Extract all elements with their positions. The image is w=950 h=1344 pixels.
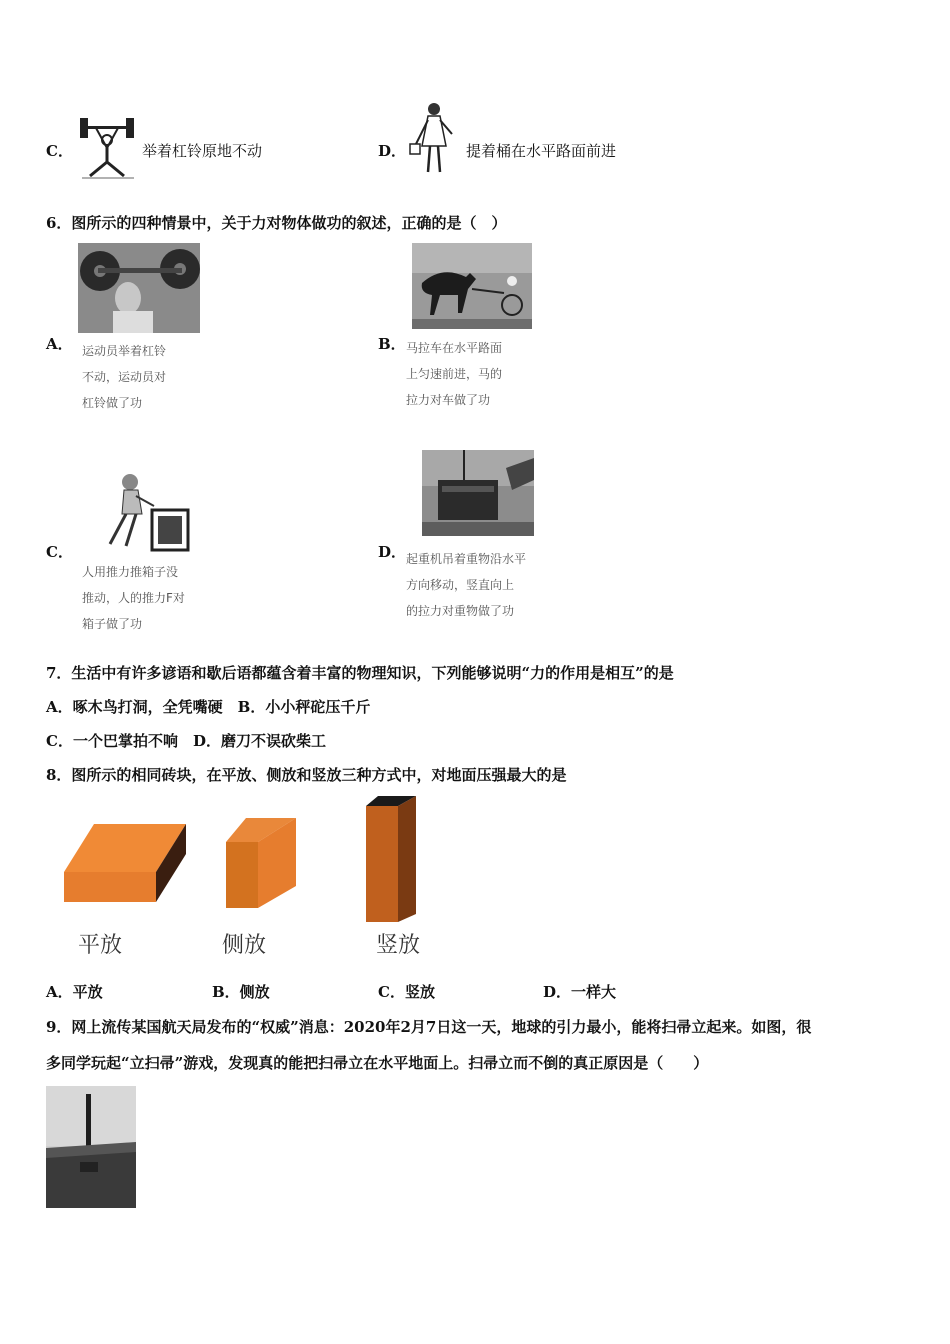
bucket-carrier-illustration xyxy=(408,100,460,180)
q8-option-b: B．侧放 xyxy=(212,983,270,1001)
q9-stem-line2: 多同学玩起“立扫帚”游戏，发现真的能把扫帚立在水平地面上。扫帚立而不倒的真正原因是（ ） xyxy=(46,1054,709,1072)
q8-option-a: A．平放 xyxy=(46,983,103,1001)
q6-option-b-letter: B． xyxy=(378,335,406,353)
crane-lifting-photo xyxy=(422,450,534,536)
q6-option-a-letter: A． xyxy=(46,335,73,353)
brick-side-figure xyxy=(224,816,298,910)
horse-cart-photo xyxy=(412,243,532,329)
brick-flat-figure xyxy=(60,820,190,906)
person-pushing-box-illustration xyxy=(96,466,196,556)
standing-broom-photo xyxy=(46,1086,136,1208)
q6-option-c-letter: C． xyxy=(46,543,73,561)
q5-option-c-letter: C． xyxy=(46,142,73,160)
q8-stem: 8．图所示的相同砖块，在平放、侧放和竖放三种方式中，对地面压强最大的是 xyxy=(46,766,567,784)
q6-option-c-caption: 人用推力推箱子没 推动，人的推力F对 箱子做了功 xyxy=(82,565,185,631)
q8-option-c: C．竖放 xyxy=(378,983,435,1001)
q6-option-d-letter: D． xyxy=(378,543,407,561)
q5-option-d-text: 提着桶在水平路面前进 xyxy=(466,142,617,160)
brick-side-label: 侧放 xyxy=(222,933,267,958)
q6-option-d-caption: 起重机吊着重物沿水平 方向移动，竖直向上 的拉力对重物做了功 xyxy=(406,552,527,618)
brick-flat-label: 平放 xyxy=(78,933,123,958)
q5-option-d-letter: D． xyxy=(378,142,407,160)
q9-stem-line1: 9．网上流传某国航天局发布的“权威”消息：2020年2月7日这一天，地球的引力最小，能将扫帚立起来。如图，很 xyxy=(46,1018,812,1036)
q6-option-b-caption: 马拉车在水平路面 上匀速前进，马的 拉力对车做了功 xyxy=(406,341,503,407)
q5-option-c-text: 举着杠铃原地不动 xyxy=(142,142,263,160)
q6-option-a-caption: 运动员举着杠铃 不动，运动员对 杠铃做了功 xyxy=(82,344,167,410)
brick-vertical-figure xyxy=(364,796,420,924)
q7-stem: 7．生活中有许多谚语和歇后语都蕴含着丰富的物理知识，下列能够说明“力的作用是相互”的是 xyxy=(46,664,674,682)
weightlifter-illustration xyxy=(78,110,138,182)
q7-options-row2: C．一个巴掌拍不响 D．磨刀不误砍柴工 xyxy=(46,732,326,750)
q7-options-row1: A．啄木鸟打洞，全凭嘴硬 B．小小秤砣压千斤 xyxy=(46,698,371,716)
q6-stem: 6．图所示的四种情景中，关于力对物体做功的叙述，正确的是（ ） xyxy=(46,214,507,232)
brick-vertical-label: 竖放 xyxy=(376,933,421,958)
q8-option-d: D．一样大 xyxy=(543,983,617,1001)
weightlifter-photo xyxy=(78,243,200,333)
